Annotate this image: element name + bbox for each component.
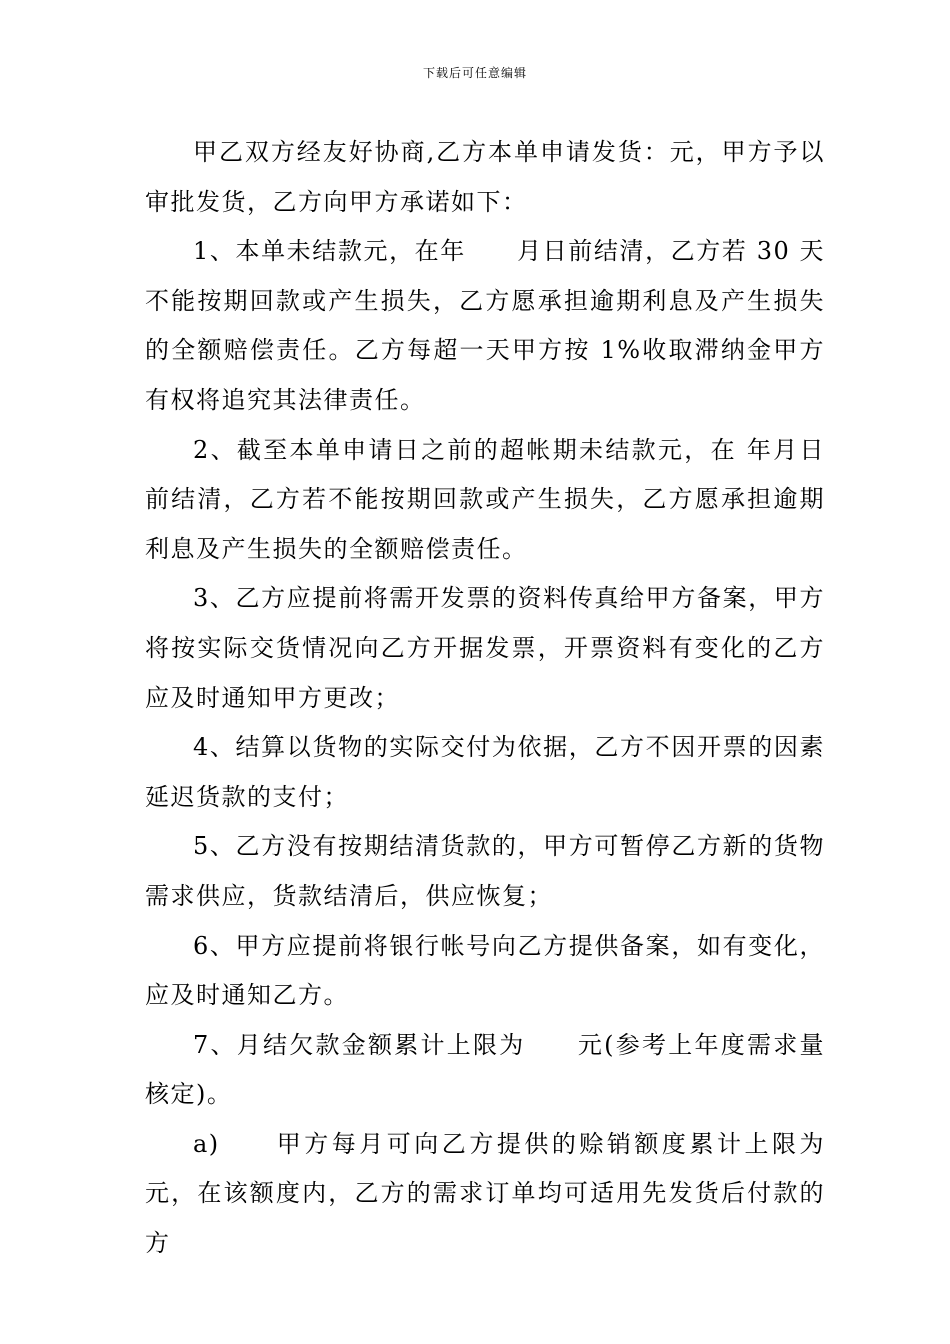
clause-7a: a) 甲方每月可向乙方提供的赊销额度累计上限为元，在该额度内，乙方的需求订单均可适用先发货后付款的方 <box>145 1129 825 1258</box>
clause-7: 7、月结欠款金额累计上限为 元(参考上年度需求量核定)。 <box>145 1030 825 1109</box>
clause-4: 4、结算以货物的实际交付为依据，乙方不因开票的因素延迟货款的支付； <box>145 733 825 811</box>
page-header: 下载后可任意编辑 <box>422 66 527 80</box>
document-body <box>145 128 825 1269</box>
clause-2: 2、截至本单申请日之前的超帐期未结款元，在 年月日前结清，乙方若不能按期回款或产生损失，乙方愿承担逾期利息及产生损失的全额赔偿责任。 <box>145 435 825 563</box>
intro-paragraph: 甲乙双方经友好协商,乙方本单申请发货：元，甲方予以审批发货，乙方向甲方承诺如下： <box>145 138 825 216</box>
clause-6: 6、甲方应提前将银行帐号向乙方提供备案，如有变化，应及时通知乙方。 <box>145 931 825 1010</box>
clause-3: 3、乙方应提前将需开发票的资料传真给甲方备案，甲方将按实际交货情况向乙方开据发票，开票资料有变化的乙方应及时通知甲方更改； <box>145 584 825 712</box>
clause-1: 1、本单未结款元，在年 月日前结清，乙方若 30 天不能按期回款或产生损失，乙方愿承担逾期利息及产生损失的全额赔偿责任。乙方每超一天甲方按 1%收取滞纳金甲方有权将追究其法律责任。 <box>145 237 825 414</box>
clause-5: 5、乙方没有按期结清货款的，甲方可暂停乙方新的货物需求供应，货款结清后，供应恢复； <box>145 832 825 910</box>
